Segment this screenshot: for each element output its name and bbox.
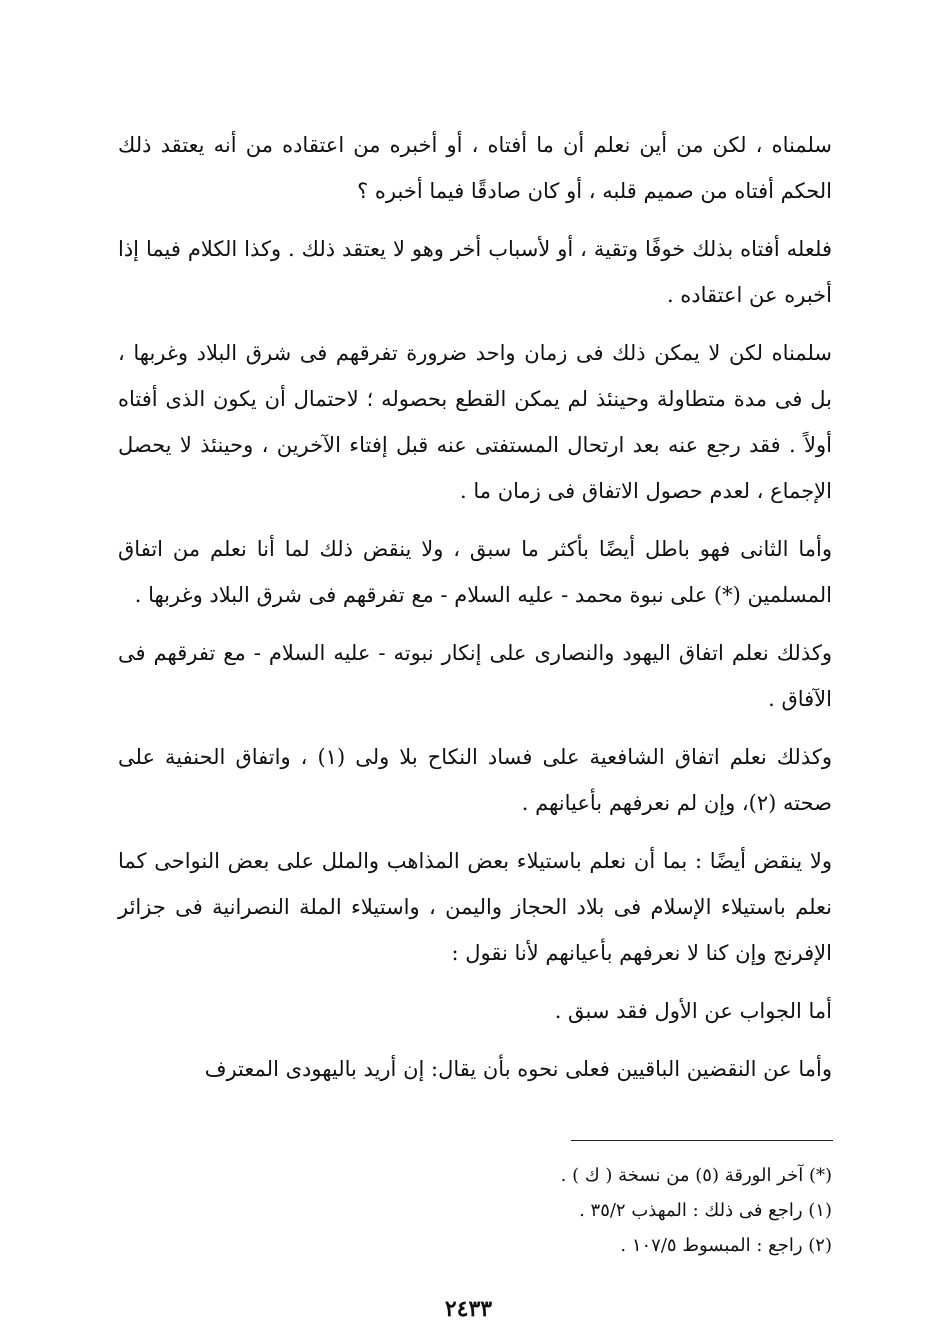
paragraph-7: ولا ينقض أيضًا : بما أن نعلم باستيلاء بعض المذاهب والملل على بعض النواحى كما نعلم باستيلاء الإسلام فى بلاد الحجاز واليمن ، واستيلاء الملة النصرانية فى جزائر الإفرنج وإن كنا لا نعرفهم بأعيانهم لأنا نقول : [118,849,832,965]
paragraph-1: سلمناه ، لكن من أين نعلم أن ما أفتاه ، أو أخبره من اعتقاده من أنه يعتقد ذلك الحكم أفتاه من صميم قلبه ، أو كان صادقًا فيما أخبره ؟ [118,133,832,203]
page-number: ٢٤٣٣ [444,1296,493,1322]
paragraph-3: سلمناه لكن لا يمكن ذلك فى زمان واحد ضرورة تفرقهم فى شرق البلاد وغربها ، بل فى مدة متطاولة وحينئذ لم يمكن القطع بحصوله ؛ لاحتمال أن يكون الذى أفتاه أولاً . فقد رجع عنه بعد ارتحال المستفتى عنه قبل إفتاء الآخرين ، وحينئذ لا يحصل الإجماع ، لعدم حصول الاتفاق فى زمان ما . [118,341,832,503]
paragraph-5: وكذلك نعلم اتفاق اليهود والنصارى على إنكار نبوته - عليه السلام - مع تفرقهم فى الآفاق . [118,641,832,711]
footnote-2: (٢) راجع : المبسوط ١٠٧/٥ . [620,1235,832,1256]
footnote-star: (*) آخر الورقة (٥) من نسخة ( ك ) . [560,1165,832,1186]
paragraph-6: وكذلك نعلم اتفاق الشافعية على فساد النكاح بلا ولى (١) ، واتفاق الحنفية على صحته (٢)، وإن لم نعرفهم بأعيانهم . [118,745,832,815]
footnotes [440,1158,832,1263]
paragraph-2: فلعله أفتاه بذلك خوفًا وتقية ، أو لأسباب أخر وهو لا يعتقد ذلك . وكذا الكلام فيما إذا أخبره عن اعتقاده . [118,237,832,307]
paragraph-8: أما الجواب عن الأول فقد سبق . [554,999,832,1023]
footnote-divider [571,1140,833,1141]
paragraph-4: وأما الثانى فهو باطل أيضًا بأكثر ما سبق ، ولا ينقض ذلك لما أنا نعلم من اتفاق المسلمين (*) على نبوة محمد - عليه السلام - مع تفرقهم فى شرق البلاد وغربها . [118,537,832,607]
main-text [118,122,832,1104]
paragraph-9: وأما عن النقضين الباقيين فعلى نحوه بأن يقال: إن أريد باليهودى المعترف [204,1057,832,1081]
footnote-1: (١) راجع فى ذلك : المهذب ٣٥/٢ . [579,1200,832,1221]
